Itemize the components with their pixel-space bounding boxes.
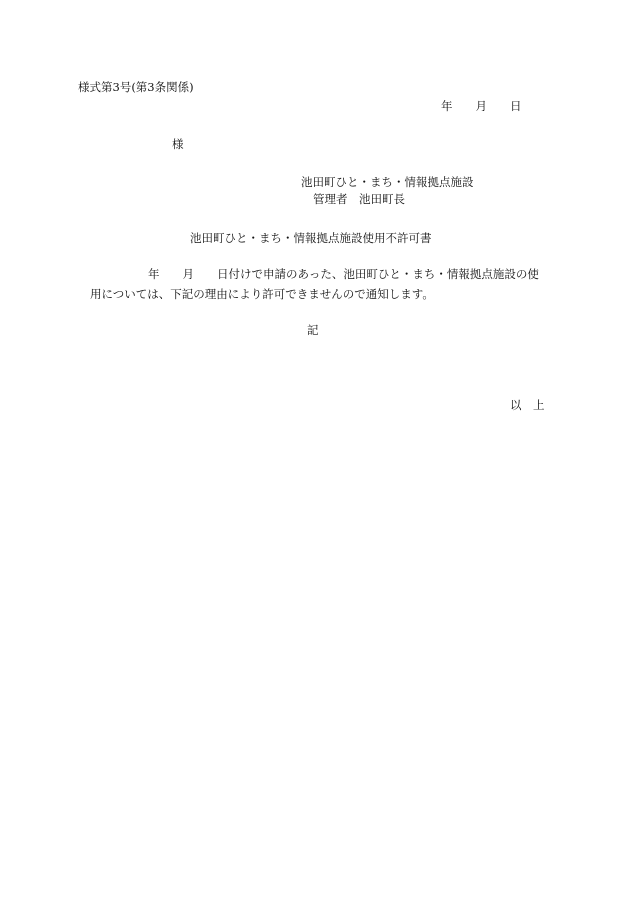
document-title: 池田町ひと・まち・情報拠点施設使用不許可書	[190, 231, 432, 245]
note-heading: 記	[307, 323, 319, 337]
body-text-line-2: 用については、下記の理由により許可できませんので通知します。	[90, 287, 434, 301]
issuer-manager: 管理者 池田町長	[313, 192, 405, 206]
addressee-line: 様	[172, 137, 184, 151]
form-number: 様式第3号(第3条関係)	[78, 80, 194, 94]
date-line: 年 月 日	[441, 99, 522, 113]
body-text-line-1: 年 月 日付けで申請のあった、池田町ひと・まち・情報拠点施設の使	[148, 267, 539, 281]
issuer-facility: 池田町ひと・まち・情報拠点施設	[301, 175, 474, 189]
closing-mark: 以 上	[510, 398, 545, 412]
